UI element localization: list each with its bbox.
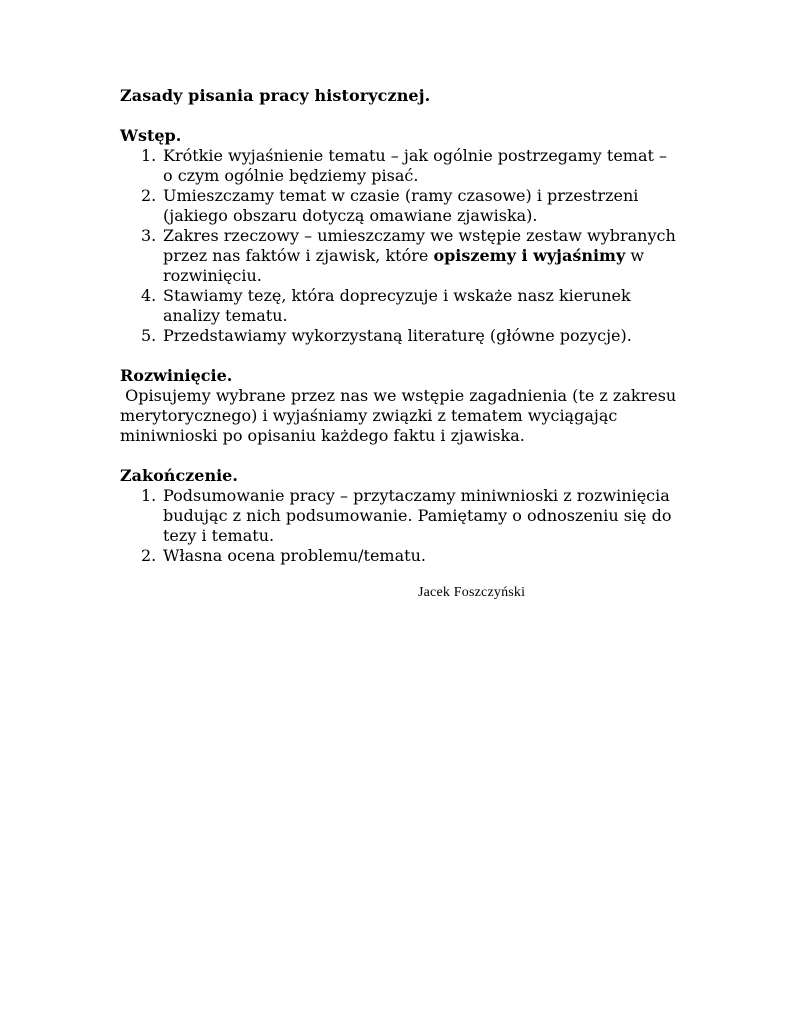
list-item bbox=[141, 186, 680, 226]
list-item-text: Przedstawiamy wykorzystaną literaturę (główne pozycje). bbox=[163, 326, 632, 345]
document-content bbox=[120, 86, 680, 586]
list-item-number: 2. bbox=[141, 186, 157, 205]
body-heading: Rozwinięcie. bbox=[120, 366, 233, 385]
list-item bbox=[141, 486, 680, 546]
list-item-text: Krótkie wyjaśnienie tematu – jak ogólnie postrzegamy temat – o czym ogólnie będziemy pisać. bbox=[163, 146, 668, 185]
intro-section bbox=[120, 126, 680, 346]
body-paragraph: Opisujemy wybrane przez nas we wstępie zagadnienia (te z zakresu merytorycznego) i wyjaśniamy związki z tematem wyciągając miniwnioski po opisaniu każdego faktu i zjawiska. bbox=[120, 386, 682, 445]
list-item-number: 3. bbox=[141, 226, 157, 245]
list-item-number: 1. bbox=[141, 146, 157, 165]
list-item bbox=[141, 326, 680, 346]
conclusion-section bbox=[120, 466, 680, 566]
list-item bbox=[141, 546, 680, 566]
intro-heading: Wstęp. bbox=[120, 126, 182, 145]
list-item bbox=[141, 226, 680, 286]
list-item-text-before: Zakres rzeczowy – umieszczamy we wstępie zestaw wybranych przez nas faktów i zjawisk, które bbox=[163, 226, 676, 265]
list-item-number: 2. bbox=[141, 546, 157, 565]
conclusion-heading: Zakończenie. bbox=[120, 466, 238, 485]
list-item-text: Podsumowanie pracy – przytaczamy miniwnioski z rozwinięcia budując z nich podsumowanie. Pamiętamy o odnoszeniu się do tezy i tematu. bbox=[163, 486, 672, 545]
author-signature: Jacek Foszczyński bbox=[418, 585, 526, 600]
list-item-number: 5. bbox=[141, 326, 157, 345]
list-item-text-bold: opiszemy i wyjaśnimy bbox=[433, 246, 626, 265]
intro-list bbox=[120, 146, 680, 346]
list-item bbox=[141, 146, 680, 186]
body-section bbox=[120, 366, 680, 446]
list-item-text: Stawiamy tezę, która doprecyzuje i wskaże nasz kierunek analizy tematu. bbox=[163, 286, 631, 325]
list-item bbox=[141, 286, 680, 326]
list-item-number: 1. bbox=[141, 486, 157, 505]
conclusion-list bbox=[120, 486, 680, 566]
list-item-text-after: w rozwinięciu. bbox=[163, 246, 645, 285]
list-item-text: Własna ocena problemu/tematu. bbox=[163, 546, 426, 565]
list-item-number: 4. bbox=[141, 286, 157, 305]
list-item-text: Umieszczamy temat w czasie (ramy czasowe) i przestrzeni (jakiego obszaru dotyczą omawiane zjawiska). bbox=[163, 186, 639, 225]
document-title: Zasady pisania pracy historycznej. bbox=[120, 86, 431, 105]
